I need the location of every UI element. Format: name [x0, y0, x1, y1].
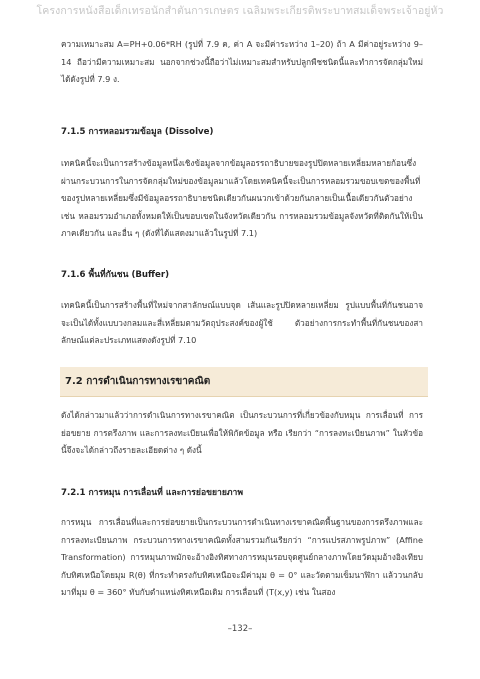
page-number: –132– [227, 624, 253, 634]
paragraph-geometric-ops: ดังได้กล่าวมาแล้วว่าการดำเนินการทางเรขาคณิต เป็นกระบวนการที่เกี่ยวข้องกับหมุน การเลื่อนที่ การย่อขยาย การตรึงภาพ และการลงทะเบียนเพื่อให้พิกัดข้อมูล หรือ เรียกว่า “การลงทะเบียนภาพ” ในหัวข้อนี้จึงจะได้กล่าวถึงรายละเอียดต่าง ๆ ดังนี้ [61, 410, 423, 456]
paragraph-dissolve: เทคนิคนี้จะเป็นการสร้างข้อมูลหนึ่งเชิงข้อมูลจากข้อมูลอรรถาธิบายของรูปปิดหลายเหลี่ยมหลายก้อนซึ่งผ่านกระบวนการในการจัดกลุ่มใหม่ของข้อมูลมาแล้วโดยเทคนิคนี้จะเป็นการหลอมรวมขอบเขตของพื้นที่ของรูปหลายเหลี่ยมซึ่งมีข้อมูลอรรถาธิบายชนิดเดียวกันผนวกเข้าด้วยกันกลายเป็นเนื้อเดียวกันตัวอย่างเช่น หลอมรวมอำเภอทั้งหมดให้เป็นขอบเขตในจังหวัดเดียวกัน การหลอมรวมข้อมูลจังหวัดที่ติดกันให้เป็นภาคเดียวกัน และอื่น ๆ (ดังที่ได้แสดงมาแล้วในรูปที่ 7.1) [61, 158, 423, 239]
heading-7-1-5: 7.1.5 การหลอมรวมข้อมูล (Dissolve) [61, 127, 214, 137]
paragraph-suitability: ความเหมาะสม A=PH+0.06*RH (รูปที่ 7.9 ค, ค่า A จะมีค่าระหว่าง 1–20) ถ้า A มีค่าอยู่ระหว่าง 9–14 ถือว่ามีความเหมาะสม นอกจากช่วงนี้ถือว่าไม่เหมาะสมสำหรับปลูกพืชชนิดนี้และทำการจัดกลุ่มใหม่ได้ดังรูปที่ 7.9 ง. [61, 39, 423, 85]
paragraph-buffer: เทคนิคนี้เป็นการสร้างพื้นที่ใหม่จากสาลักษณ์แบบจุด เส้นและรูปปิดหลายเหลี่ยม รูปแบบพื้นที่กันชนอาจจะเป็นได้ทั้งแบบวงกลมและสี่เหลี่ยมตามวัตถุประสงค์ของผู้ใช้ ตัวอย่างการกระทำพื้นที่กันชนของสาลักษณ์แต่ละประเภทแสดงดังรูปที่ 7.10 [61, 300, 423, 346]
heading-7-2-1: 7.2.1 การหมุน การเลื่อนที่ และการย่อขยายภาพ [61, 488, 244, 498]
section-7-2-bar [60, 367, 428, 397]
heading-7-1-6: 7.1.6 พื้นที่กันชน (Buffer) [61, 270, 169, 280]
paragraph-affine: การหมุน การเลื่อนที่และการย่อขยายเป็นกระบวนการดำเนินทางเรขาคณิตพื้นฐานของการตรึงภาพและการลงทะเบียนภาพ กระบวนการทางเรขาคณิตทั้งสามรวมกันเรียกว่า “การแปรสภาพรูปภาพ” (Affine Transformation) การหมุนภาพมักจะอ้างอิงทิศทางการหมุนรอบจุดศูนย์กลางภาพโดยวัดมุมอ้างอิงเทียบกับทิศเหนือโดยมุม R(θ) ที่กระทำตรงกับทิศเหนือจะมีค่ามุม θ = 0° และวัดตามเข็มนาฬิกา แล้ววนกลับมาที่มุม θ = 360° ทับกับตำแหน่งทิศเหนือเดิม การเลื่อนที่ (T(x,y) เช่น ในสอง [61, 517, 423, 598]
heading-7-2: 7.2 การดำเนินการทางเรขาคณิต [65, 376, 211, 387]
running-header: โครงการหนังสือเด็กเทรอนักสำตันการเกษตร เฉลิมพระเกียรติพระบาทสมเด็จพระเจ้าอยู่หัว [36, 5, 444, 17]
